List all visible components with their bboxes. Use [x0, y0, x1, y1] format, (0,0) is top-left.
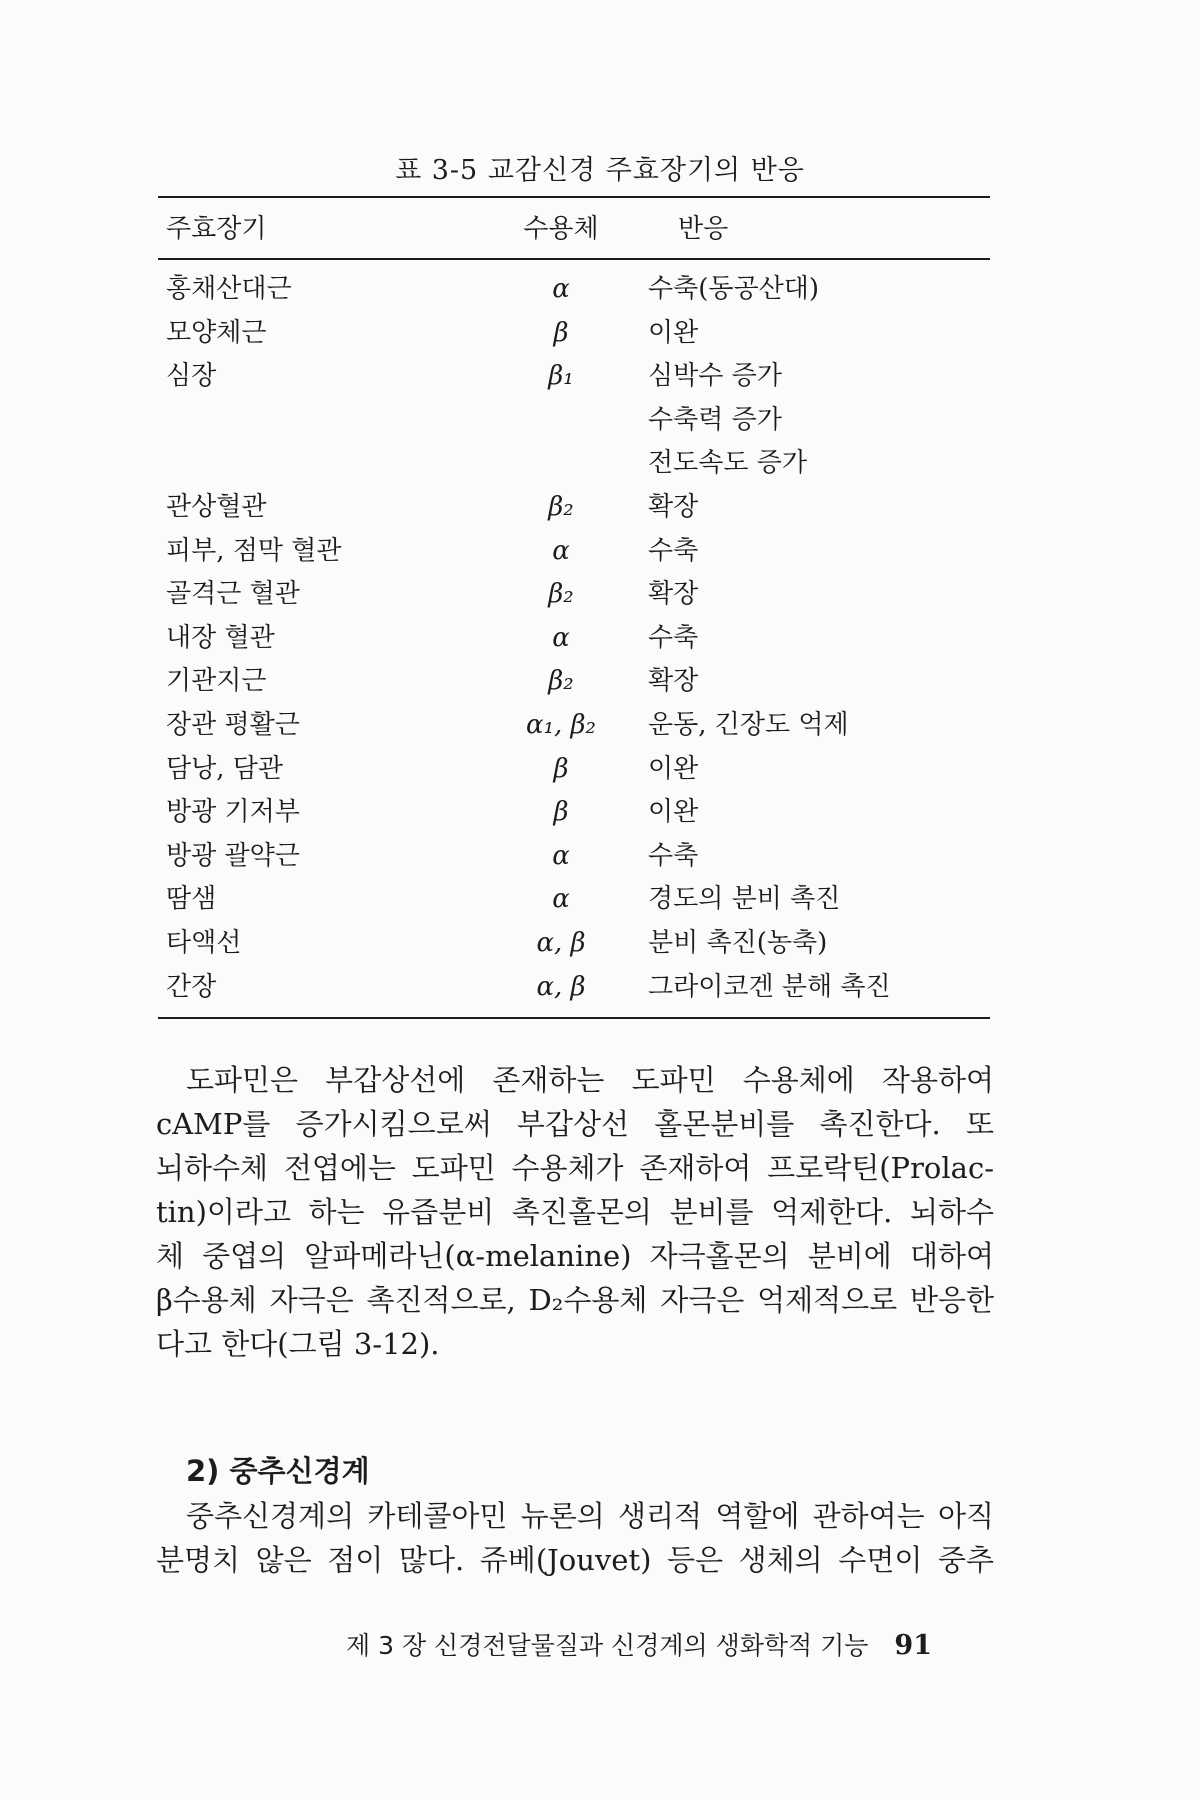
table-header-rule	[158, 258, 990, 260]
cell-organ: 심장	[166, 361, 217, 392]
cell-receptor: α, β	[536, 927, 586, 958]
table-row	[0, 660, 1200, 704]
header-response: 반응	[678, 214, 729, 244]
table-row	[0, 704, 1200, 748]
cell-receptor: β₂	[548, 491, 574, 522]
paragraph-line: 도파민은 부갑상선에 존재하는 도파민 수용체에 작용하여	[186, 1063, 994, 1097]
cell-response: 수축	[648, 622, 699, 653]
section-line: 분명치 않은 점이 많다. 쥬베(Jouvet) 등은 생체의 수면이 중추	[156, 1543, 994, 1577]
table-row	[0, 573, 1200, 617]
section-paragraph	[156, 1494, 994, 1582]
paragraph-line: 다고 한다(그림 3-12).	[156, 1327, 440, 1361]
cell-response: 전도속도 증가	[648, 448, 807, 479]
section-line: 중추신경계의 카테콜아민 뉴론의 생리적 역할에 관하여는 아직	[186, 1499, 994, 1533]
table-row	[0, 530, 1200, 574]
page-footer	[346, 1626, 996, 1662]
cell-organ: 홍채산대근	[166, 274, 292, 304]
table-row	[0, 791, 1200, 835]
cell-organ: 골격근 혈관	[166, 579, 300, 610]
cell-organ: 모양체근	[166, 317, 267, 348]
cell-receptor: α	[552, 274, 570, 304]
table-row	[0, 399, 1200, 443]
table-row	[0, 878, 1200, 922]
cell-organ: 피부, 점막 혈관	[166, 535, 342, 566]
table-row	[0, 268, 1200, 312]
cell-response: 수축	[648, 535, 699, 566]
footer-chapter: 제 3 장 신경전달물질과 신경계의 생화학적 기능	[346, 1631, 869, 1660]
paragraph-line: 체 중엽의 알파메라닌(α-melanine) 자극홀몬의 분비에 대하여	[156, 1239, 994, 1273]
table-row	[0, 442, 1200, 486]
table-row	[0, 617, 1200, 661]
cell-response: 수축력 증가	[648, 404, 782, 435]
paragraph-line: β수용체 자극은 촉진적으로, D₂수용체 자극은 억제적으로 반응한	[156, 1283, 994, 1317]
cell-receptor: β	[553, 753, 569, 784]
cell-organ: 간장	[166, 971, 217, 1002]
cell-receptor: α	[552, 535, 570, 566]
cell-response: 확장	[648, 666, 699, 697]
body-paragraph	[156, 1058, 994, 1366]
table-row	[0, 966, 1200, 1010]
table-row	[0, 922, 1200, 966]
cell-response: 확장	[648, 579, 699, 610]
section-heading: 2) 중추신경계	[186, 1454, 370, 1488]
header-receptor: 수용체	[523, 214, 599, 244]
paragraph-line: tin)이라고 하는 유즙분비 촉진홀몬의 분비를 억제한다. 뇌하수	[156, 1195, 994, 1229]
cell-response: 그라이코겐 분해 촉진	[648, 971, 891, 1002]
cell-response: 이완	[648, 753, 699, 784]
cell-receptor: β	[553, 797, 569, 828]
paragraph-line: 뇌하수체 전엽에는 도파민 수용체가 존재하여 프로락틴(Prolac-	[156, 1151, 994, 1185]
cell-organ: 내장 혈관	[166, 622, 275, 653]
cell-receptor: β	[553, 317, 569, 348]
cell-organ: 타액선	[166, 927, 242, 958]
cell-receptor: α	[552, 884, 570, 915]
table-title: 표 3-5 교감신경 주효장기의 반응	[395, 155, 805, 186]
table-body	[0, 268, 1200, 1009]
cell-organ: 관상혈관	[166, 491, 267, 522]
cell-organ: 땀샘	[166, 884, 217, 915]
table-row	[0, 355, 1200, 399]
cell-response: 심박수 증가	[648, 361, 782, 392]
cell-response: 분비 촉진(농축)	[648, 927, 828, 958]
cell-response: 이완	[648, 797, 699, 828]
paragraph-line: cAMP를 증가시킴으로써 부갑상선 홀몬분비를 촉진한다. 또	[156, 1107, 994, 1141]
cell-organ: 장관 평활근	[166, 709, 300, 740]
cell-organ: 방광 기저부	[166, 797, 300, 828]
table-row	[0, 835, 1200, 879]
cell-organ: 기관지근	[166, 666, 267, 697]
table-row	[0, 486, 1200, 530]
cell-response: 수축	[648, 840, 699, 871]
table-top-rule	[158, 196, 990, 198]
cell-response: 경도의 분비 촉진	[648, 884, 841, 915]
table-bottom-rule	[158, 1017, 990, 1019]
cell-receptor: α	[552, 622, 570, 653]
table-header	[0, 208, 1200, 250]
cell-response: 확장	[648, 491, 699, 522]
cell-organ: 담낭, 담관	[166, 753, 283, 784]
cell-response: 운동, 긴장도 억제	[648, 709, 849, 740]
table-row	[0, 312, 1200, 356]
header-organ: 주효장기	[166, 214, 267, 244]
cell-receptor: β₂	[548, 579, 574, 610]
cell-receptor: α, β	[536, 971, 586, 1002]
cell-receptor: β₂	[548, 666, 574, 697]
cell-receptor: α₁, β₂	[526, 709, 596, 740]
cell-receptor: α	[552, 840, 570, 871]
cell-receptor: β₁	[548, 361, 574, 392]
cell-response: 이완	[648, 317, 699, 348]
cell-response: 수축(동공산대)	[648, 274, 819, 304]
cell-organ: 방광 괄약근	[166, 840, 300, 871]
page-number: 91	[894, 1630, 932, 1661]
table-row	[0, 748, 1200, 792]
